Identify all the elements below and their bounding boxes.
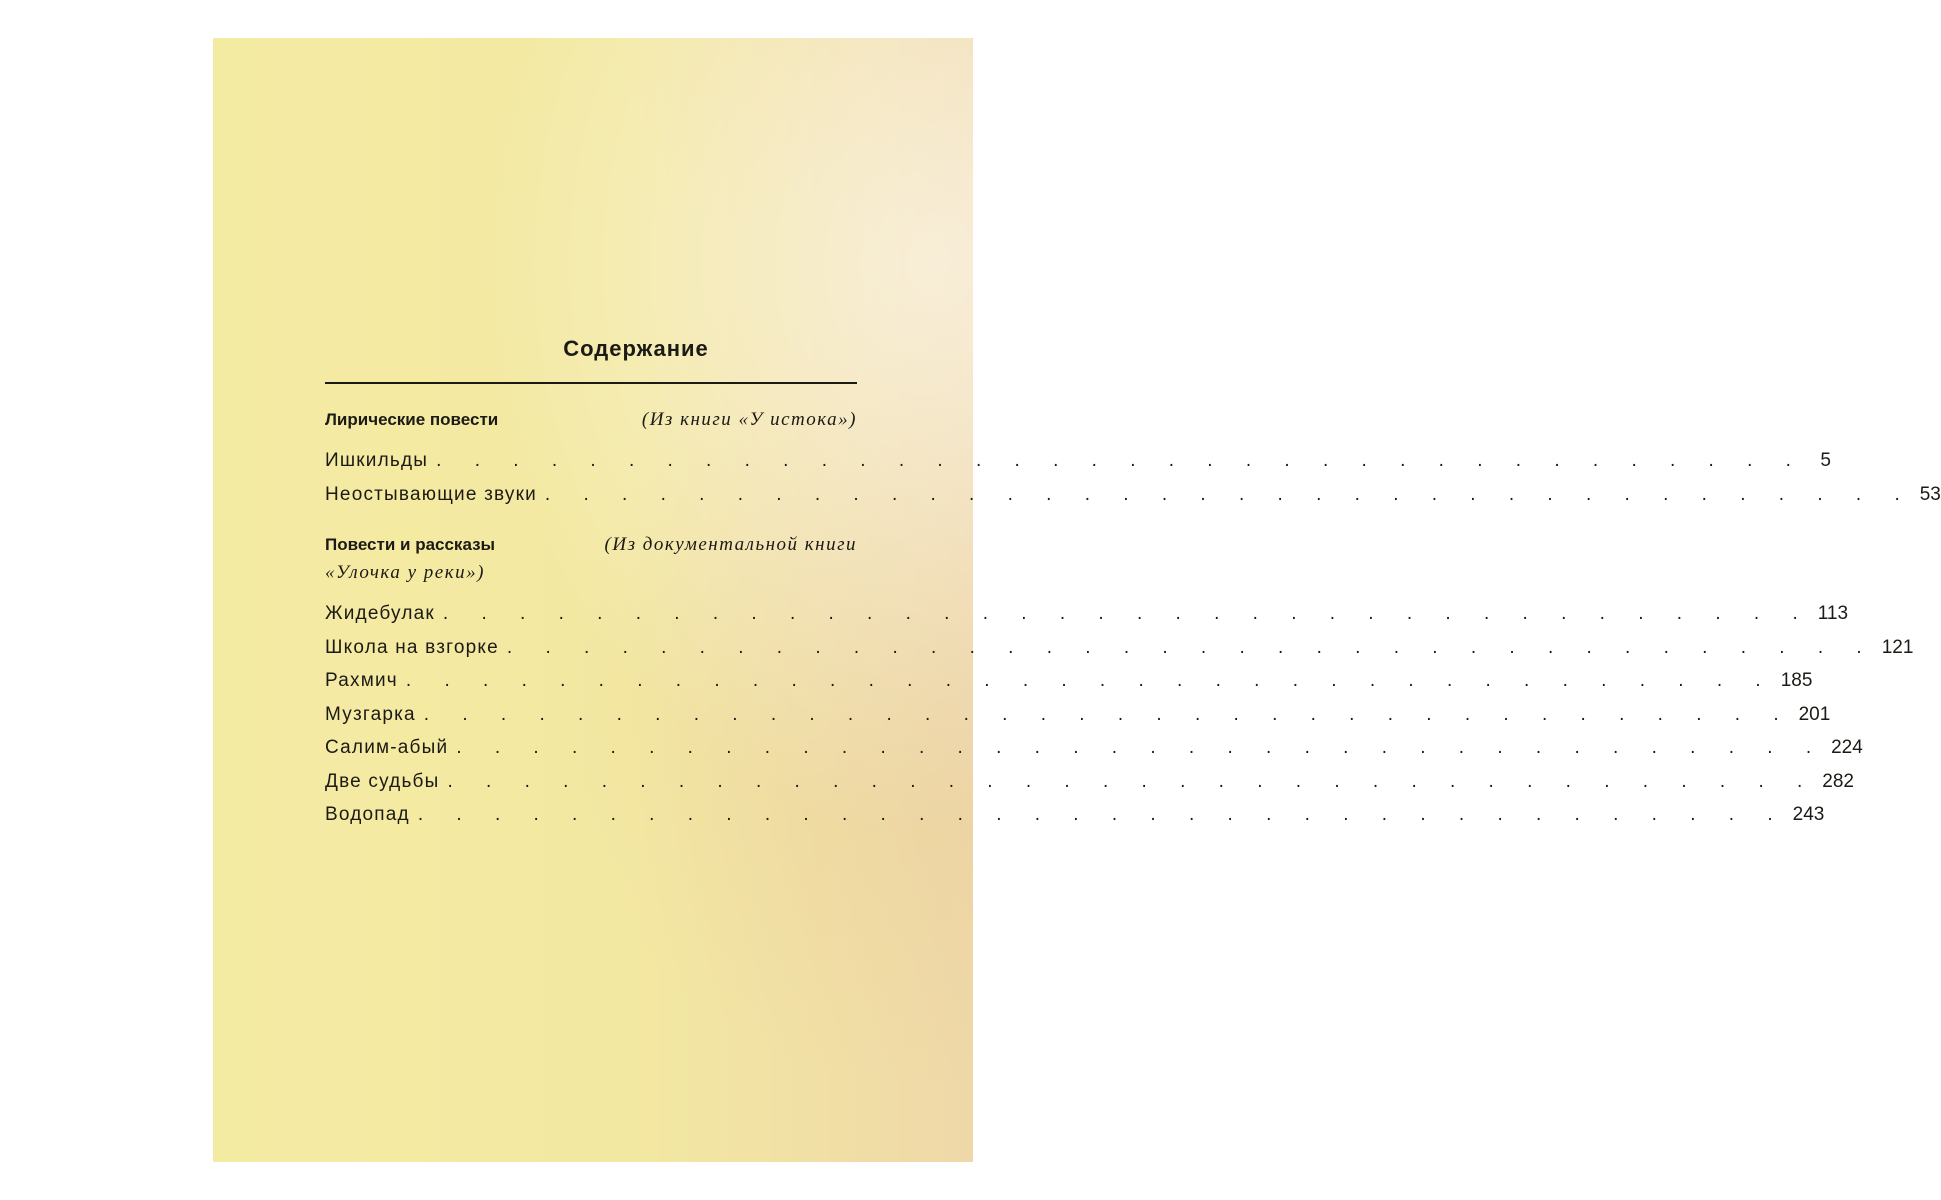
leader-dots: . . . . . . . . . . . . . . . . . . . . . . . . . . . . . . . . . . . . xyxy=(506,636,1876,658)
section-heading-1-source: (Из книги «У истока») xyxy=(641,409,857,430)
leader-dots: . . . . . . . . . . . . . . . . . . . . . . . . . . . . . . . . . . . . xyxy=(436,450,1805,471)
toc-entry-title: Жидебулак xyxy=(325,603,435,624)
toc-entry xyxy=(325,631,1914,665)
toc-entry-title: Салим-абый xyxy=(325,737,449,758)
toc-entry-title: Музгарка xyxy=(325,703,416,725)
leader-dots: . . . . . . . . . . . . . . . . . . . . . . . . . . . . . . . . . . . . xyxy=(417,804,1787,825)
toc-entry-title: Водопад xyxy=(325,804,410,825)
toc-entry-page: 282 xyxy=(1822,770,1854,792)
section-gap xyxy=(325,511,857,531)
section-heading-2 xyxy=(325,531,857,587)
leader-dots: . . . . . . . . . . . . . . . . . . . . . . . . . . . . . . . . . . . . xyxy=(423,703,1793,725)
toc-entry-page: 121 xyxy=(1881,636,1914,658)
toc-entry-page: 243 xyxy=(1792,804,1825,825)
toc-entry xyxy=(325,444,1831,478)
toc-entry xyxy=(325,798,1825,832)
section-heading-2-source: (Из документальной книги xyxy=(604,534,857,555)
book-page xyxy=(213,38,1941,1162)
leader-dots: . . . . . . . . . . . . . . . . . . . . . . . . . . . . . . . . . . . . xyxy=(405,670,1775,691)
toc-entry xyxy=(325,597,1849,631)
toc-entry-title: Две судьбы xyxy=(325,770,440,792)
toc-entry xyxy=(325,731,1863,765)
toc-entry xyxy=(325,765,1854,799)
toc-entry-page: 53 xyxy=(1919,483,1941,505)
leader-dots: . . . . . . . . . . . . . . . . . . . . . . . . . . . . . . . . . . . . xyxy=(447,770,1817,792)
toc-entry-title: Неостывающие звуки xyxy=(325,483,537,505)
toc-entry-page: 113 xyxy=(1817,603,1849,624)
toc-entry-title: Рахмич xyxy=(325,670,398,691)
toc-entry-title: Ишкильды xyxy=(325,450,429,471)
leader-dots: . . . . . . . . . . . . . . . . . . . . . . . . . . . . . . . . . . . . xyxy=(456,737,1826,758)
toc-entry-title: Школа на взгорке xyxy=(325,636,499,658)
page-title: Содержание xyxy=(563,336,709,361)
section-heading-2-source-line2: «Улочка у реки») xyxy=(325,562,485,583)
toc-entry-page: 224 xyxy=(1831,737,1863,758)
section-heading-1-title: Лирические повести xyxy=(325,410,499,429)
toc-entry-page: 5 xyxy=(1820,450,1831,471)
section-heading-2-title: Повести и рассказы xyxy=(325,535,496,554)
divider-rule xyxy=(325,382,857,384)
toc-entry xyxy=(325,664,1813,698)
toc-entry xyxy=(325,698,1831,732)
table-of-contents xyxy=(325,336,1941,832)
toc-entry-page: 185 xyxy=(1780,670,1813,691)
toc-entry xyxy=(325,478,1941,512)
leader-dots: . . . . . . . . . . . . . . . . . . . . . . . . . . . . . . . . . . . . xyxy=(544,483,1914,505)
section-heading-1 xyxy=(325,406,857,434)
leader-dots: . . . . . . . . . . . . . . . . . . . . . . . . . . . . . . . . . . . . xyxy=(442,603,1812,624)
toc-entry-page: 201 xyxy=(1798,703,1831,725)
